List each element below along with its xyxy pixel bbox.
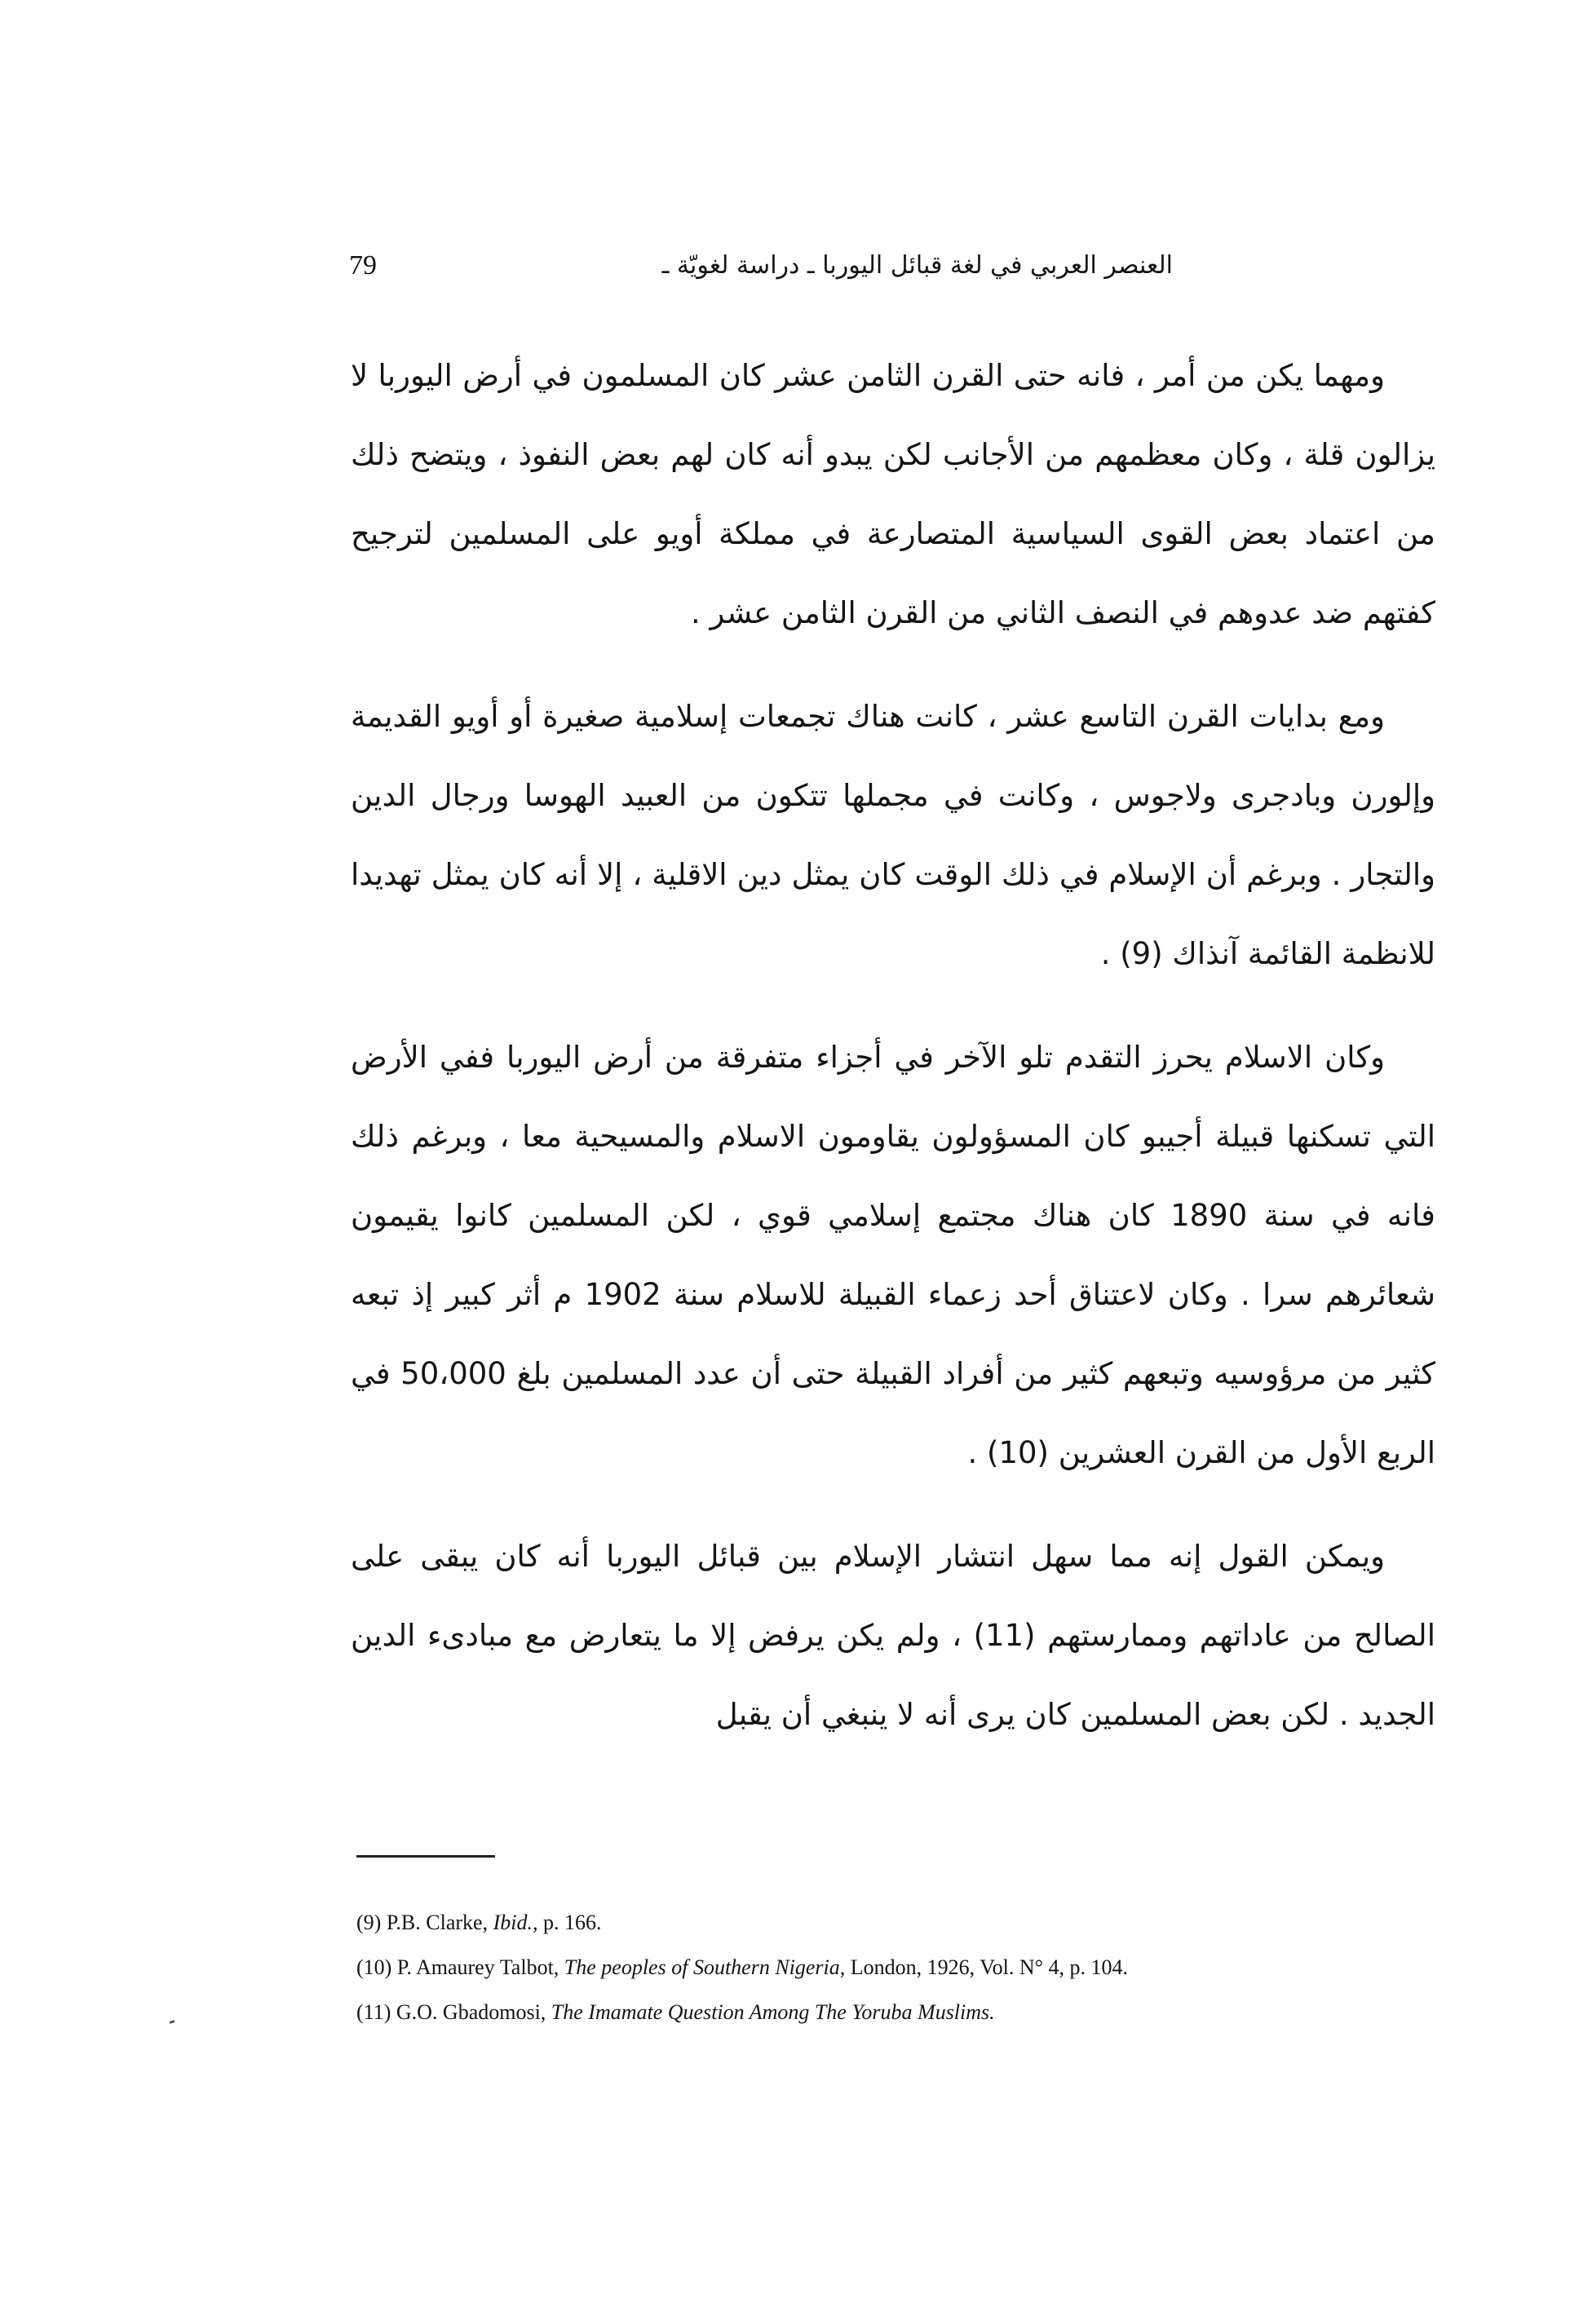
footnote-rest: London, 1926, Vol. N° 4, p. 104. bbox=[850, 1955, 1129, 1979]
footnote-number: (11) bbox=[356, 2000, 391, 2024]
footnote-11 bbox=[356, 1990, 1441, 2035]
footnote-author: G.O. Gbadomosi, bbox=[396, 2000, 546, 2024]
footnote-number: (10) bbox=[356, 1955, 392, 1979]
running-header bbox=[349, 241, 1173, 290]
running-title: العنصر العربي في لغة قبائل اليوربا ـ دراسة لغويّة ـ bbox=[661, 251, 1173, 280]
footnote-9 bbox=[356, 1900, 1441, 1945]
paragraph-2 bbox=[351, 677, 1435, 993]
paragraph-1 bbox=[351, 336, 1435, 652]
paragraph-4 bbox=[351, 1517, 1435, 1754]
footnote-author: P.B. Clarke, bbox=[386, 1911, 489, 1934]
footnote-10 bbox=[356, 1945, 1441, 1990]
footnote-title: Ibid., bbox=[493, 1911, 538, 1934]
paragraph-3 bbox=[351, 1018, 1435, 1492]
body-text bbox=[351, 336, 1435, 1778]
page-number: 79 bbox=[349, 250, 377, 281]
footnotes bbox=[356, 1900, 1441, 2035]
paragraph-text: ويمكن القول إنه مما سهل انتشار الإسلام بين قبائل اليوربا أنه كان يبقى على الصالح من عاداتهم وممارستهم (11) ، ولم يكن يرفض إلا ما يتعارض مع مبادىء الدين الجديد . لكن بعض المسلمين كان يرى أنه لا ينبغي أن يقبل bbox=[351, 1539, 1435, 1732]
paragraph-text: وكان الاسلام يحرز التقدم تلو الآخر في أجزاء متفرقة من أرض اليوربا ففي الأرض التي تسكنها قبيلة أجيبو كان المسؤولون يقاومون الاسلام والمسيحية معا ، وبرغم ذلك فانه في سنة 1890 كان هناك مجتمع إسلامي قوي ، لكن المسلمين كانوا يقيمون شعائرهم سرا . وكان لاعتناق أحد زعماء القبيلة للاسلام سنة 1902 م أثر كبير إذ تبعه كثير من مرؤوسيه وتبعهم كثير من أفراد القبيلة حتى أن عدد المسلمين بلغ 50،000 في الربع الأول من القرن العشرين (10) . bbox=[351, 1040, 1435, 1470]
footnote-rest: p. 166. bbox=[542, 1911, 602, 1934]
footnote-number: (9) bbox=[356, 1911, 382, 1934]
scan-speck bbox=[170, 2020, 175, 2024]
footnote-title: The peoples of Southern Nigeria, bbox=[564, 1955, 846, 1979]
paragraph-text: ومهما يكن من أمر ، فانه حتى القرن الثامن عشر كان المسلمون في أرض اليوربا لا يزالون قلة ، وكان معظمهم من الأجانب لكن يبدو أنه كان لهم بعض النفوذ ، ويتضح ذلك من اعتماد بعض القوى السياسية المتصارعة في مملكة أويو على المسلمين لترجيح كفتهم ضد عدوهم في النصف الثاني من القرن الثامن عشر . bbox=[351, 358, 1435, 630]
footnote-author: P. Amaurey Talbot, bbox=[396, 1955, 559, 1979]
footnote-title: The Imamate Question Among The Yoruba Muslims. bbox=[551, 2000, 995, 2024]
paragraph-text: ومع بدايات القرن التاسع عشر ، كانت هناك تجمعات إسلامية صغيرة أو أويو القديمة وإلورن وبادجرى ولاجوس ، وكانت في مجملها تتكون من العبيد الهوسا ورجال الدين والتجار . وبرغم أن الإسلام في ذلك الوقت كان يمثل دين الاقلية ، إلا أنه كان يمثل تهديدا للانظمة القائمة آنذاك (9) . bbox=[351, 699, 1435, 971]
footnote-separator bbox=[356, 1855, 495, 1858]
